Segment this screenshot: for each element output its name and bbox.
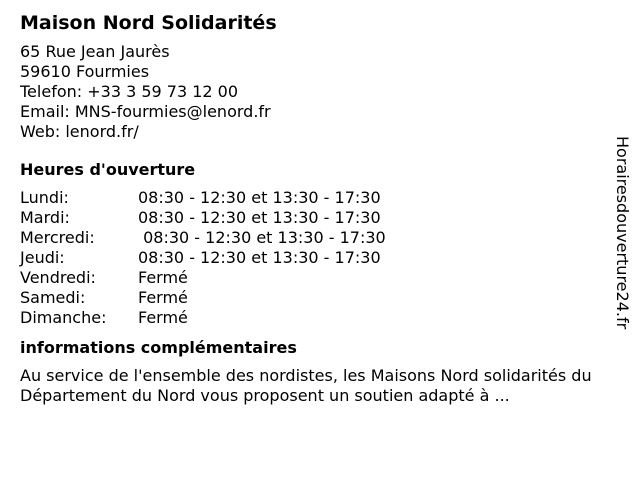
content [20, 10, 605, 406]
day-hours: 08:30 - 12:30 et 13:30 - 17:30 [138, 188, 381, 207]
day-label: Dimanche: [20, 308, 107, 327]
day-hours: 08:30 - 12:30 et 13:30 - 17:30 [138, 248, 381, 267]
hours-row-monday [20, 188, 605, 208]
day-label: Samedi: [20, 288, 86, 307]
hours-row-friday [20, 268, 605, 288]
hours-row-sunday [20, 308, 605, 328]
hours-row-thursday [20, 248, 605, 268]
city-postcode: 59610 Fourmies [20, 62, 150, 81]
day-label: Mardi: [20, 208, 70, 227]
info-heading: informations complémentaires [20, 338, 297, 357]
site-watermark-label: Horairesdouverture24.fr [613, 136, 632, 330]
hours-row-saturday [20, 288, 605, 308]
hours-row-wednesday [20, 228, 605, 248]
day-hours: 08:30 - 12:30 et 13:30 - 17:30 [138, 228, 386, 247]
day-label: Mercredi: [20, 228, 95, 247]
street-address: 65 Rue Jean Jaurès [20, 42, 170, 61]
day-hours: Fermé [138, 288, 188, 307]
day-label: Vendredi: [20, 268, 96, 287]
hours-row-tuesday [20, 208, 605, 228]
day-label: Jeudi: [20, 248, 65, 267]
email-address[interactable]: Email: MNS-fourmies@lenord.fr [20, 102, 271, 121]
address-block [20, 42, 605, 142]
info-description: Au service de l'ensemble des nordistes, les Maisons Nord solidarités du Département du Nord vous proposent un soutien adapté à ... [20, 366, 592, 405]
website-link[interactable]: Web: lenord.fr/ [20, 122, 139, 141]
day-hours: 08:30 - 12:30 et 13:30 - 17:30 [138, 208, 381, 227]
hours-heading: Heures d'ouverture [20, 160, 196, 179]
hours-list [20, 188, 605, 328]
phone-number[interactable]: Telefon: +33 3 59 73 12 00 [20, 82, 239, 101]
day-hours: Fermé [138, 308, 188, 327]
page-title: Maison Nord Solidarités [20, 12, 277, 34]
day-label: Lundi: [20, 188, 69, 207]
day-hours: Fermé [138, 268, 188, 287]
